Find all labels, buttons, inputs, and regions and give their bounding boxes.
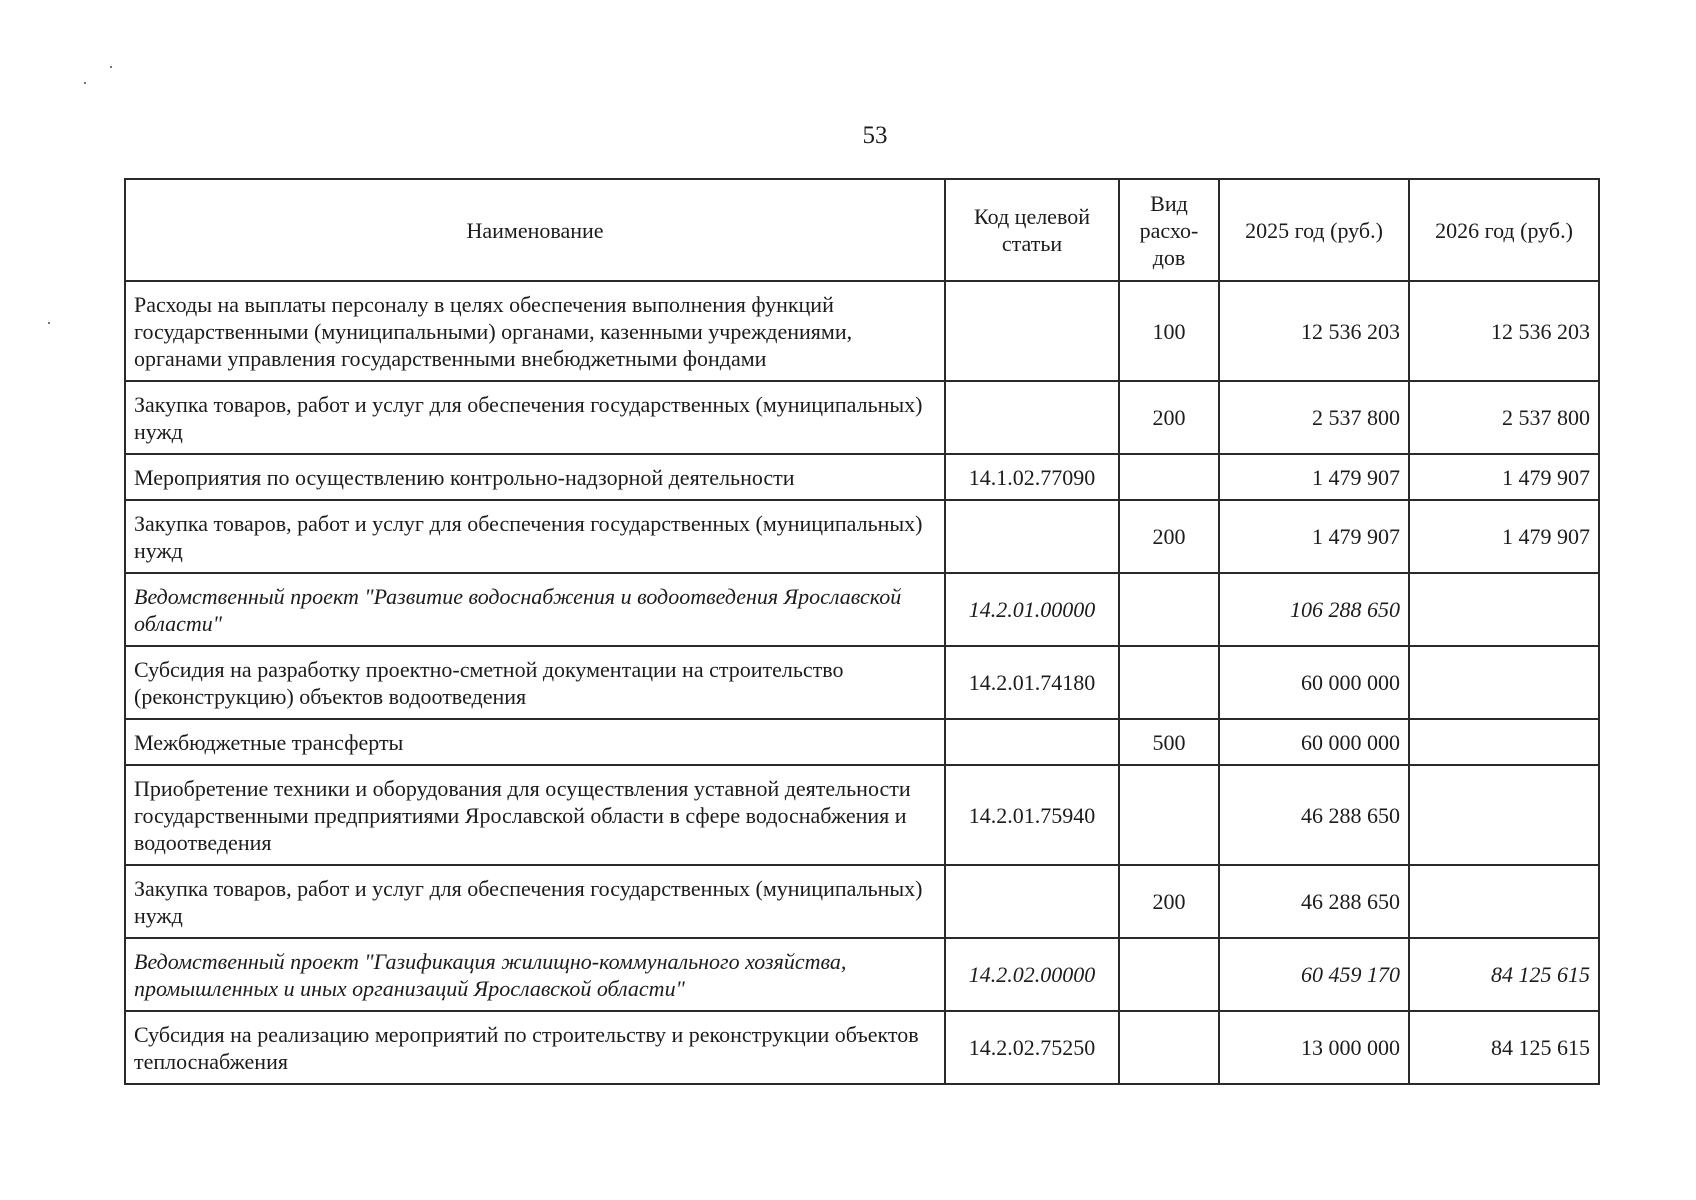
cell-kind: 200	[1119, 381, 1219, 454]
table-row	[125, 454, 1599, 500]
column-header-2025: 2025 год (руб.)	[1219, 179, 1409, 281]
cell-2025: 46 288 650	[1219, 865, 1409, 938]
column-header-2026: 2026 год (руб.)	[1409, 179, 1599, 281]
column-header-name: Наименование	[125, 179, 945, 281]
table-header-row	[125, 179, 1599, 281]
cell-2026: 2 537 800	[1409, 381, 1599, 454]
cell-name: Ведомственный проект "Газификация жилищно-коммунального хозяйства, промышленных и иных организаций Ярославской области"	[125, 938, 945, 1011]
cell-code: 14.2.01.74180	[945, 646, 1119, 719]
page-number: 53	[862, 122, 888, 149]
table-body	[125, 281, 1599, 1084]
cell-code	[945, 719, 1119, 765]
cell-kind	[1119, 938, 1219, 1011]
column-header-code: Код целевой статьи	[945, 179, 1119, 281]
cell-code	[945, 281, 1119, 381]
scan-speck	[110, 66, 112, 68]
table-row	[125, 719, 1599, 765]
cell-2026	[1409, 865, 1599, 938]
cell-name: Мероприятия по осуществлению контрольно-надзорной деятельности	[125, 454, 945, 500]
cell-2026: 1 479 907	[1409, 454, 1599, 500]
scan-speck	[84, 82, 86, 84]
table-row	[125, 573, 1599, 646]
cell-code	[945, 865, 1119, 938]
cell-kind: 100	[1119, 281, 1219, 381]
cell-kind	[1119, 573, 1219, 646]
cell-2025: 46 288 650	[1219, 765, 1409, 865]
cell-name: Межбюджетные трансферты	[125, 719, 945, 765]
table-row	[125, 500, 1599, 573]
column-header-kind: Вид расхо-дов	[1119, 179, 1219, 281]
cell-2026: 84 125 615	[1409, 938, 1599, 1011]
cell-name: Ведомственный проект "Развитие водоснабжения и водоотведения Ярославской области"	[125, 573, 945, 646]
cell-2025: 2 537 800	[1219, 381, 1409, 454]
cell-name: Субсидия на реализацию мероприятий по строительству и реконструкции объектов теплоснабжения	[125, 1011, 945, 1084]
cell-2025: 106 288 650	[1219, 573, 1409, 646]
cell-code: 14.2.01.75940	[945, 765, 1119, 865]
cell-2026	[1409, 573, 1599, 646]
table-row	[125, 865, 1599, 938]
cell-2026: 12 536 203	[1409, 281, 1599, 381]
cell-2025: 60 459 170	[1219, 938, 1409, 1011]
cell-2026	[1409, 719, 1599, 765]
cell-name: Приобретение техники и оборудования для осуществления уставной деятельности государственными предприятиями Ярославской области в сфере водоснабжения и водоотведения	[125, 765, 945, 865]
cell-code: 14.1.02.77090	[945, 454, 1119, 500]
cell-kind	[1119, 1011, 1219, 1084]
cell-2026	[1409, 646, 1599, 719]
cell-name: Закупка товаров, работ и услуг для обеспечения государственных (муниципальных) нужд	[125, 500, 945, 573]
budget-table	[124, 178, 1600, 1085]
table-row	[125, 765, 1599, 865]
cell-kind	[1119, 765, 1219, 865]
table-row	[125, 381, 1599, 454]
cell-2026	[1409, 765, 1599, 865]
cell-kind: 200	[1119, 500, 1219, 573]
cell-code: 14.2.02.00000	[945, 938, 1119, 1011]
table-row	[125, 281, 1599, 381]
cell-2025: 13 000 000	[1219, 1011, 1409, 1084]
cell-code	[945, 500, 1119, 573]
cell-name: Субсидия на разработку проектно-сметной документации на строительство (реконструкцию) объектов водоотведения	[125, 646, 945, 719]
cell-kind: 200	[1119, 865, 1219, 938]
cell-2026: 84 125 615	[1409, 1011, 1599, 1084]
cell-kind: 500	[1119, 719, 1219, 765]
cell-code: 14.2.02.75250	[945, 1011, 1119, 1084]
cell-code	[945, 381, 1119, 454]
table-row	[125, 1011, 1599, 1084]
cell-2026: 1 479 907	[1409, 500, 1599, 573]
cell-name: Закупка товаров, работ и услуг для обеспечения государственных (муниципальных) нужд	[125, 865, 945, 938]
cell-kind	[1119, 454, 1219, 500]
cell-2025: 60 000 000	[1219, 719, 1409, 765]
cell-code: 14.2.01.00000	[945, 573, 1119, 646]
table-row	[125, 938, 1599, 1011]
cell-name: Расходы на выплаты персоналу в целях обеспечения выполнения функций государственными (муниципальными) органами, казенными учреждениями, органами управления государственными внебюджетными фондами	[125, 281, 945, 381]
cell-2025: 60 000 000	[1219, 646, 1409, 719]
scan-speck	[48, 322, 50, 324]
cell-2025: 1 479 907	[1219, 500, 1409, 573]
table-row	[125, 646, 1599, 719]
cell-name: Закупка товаров, работ и услуг для обеспечения государственных (муниципальных) нужд	[125, 381, 945, 454]
cell-2025: 12 536 203	[1219, 281, 1409, 381]
cell-2025: 1 479 907	[1219, 454, 1409, 500]
cell-kind	[1119, 646, 1219, 719]
